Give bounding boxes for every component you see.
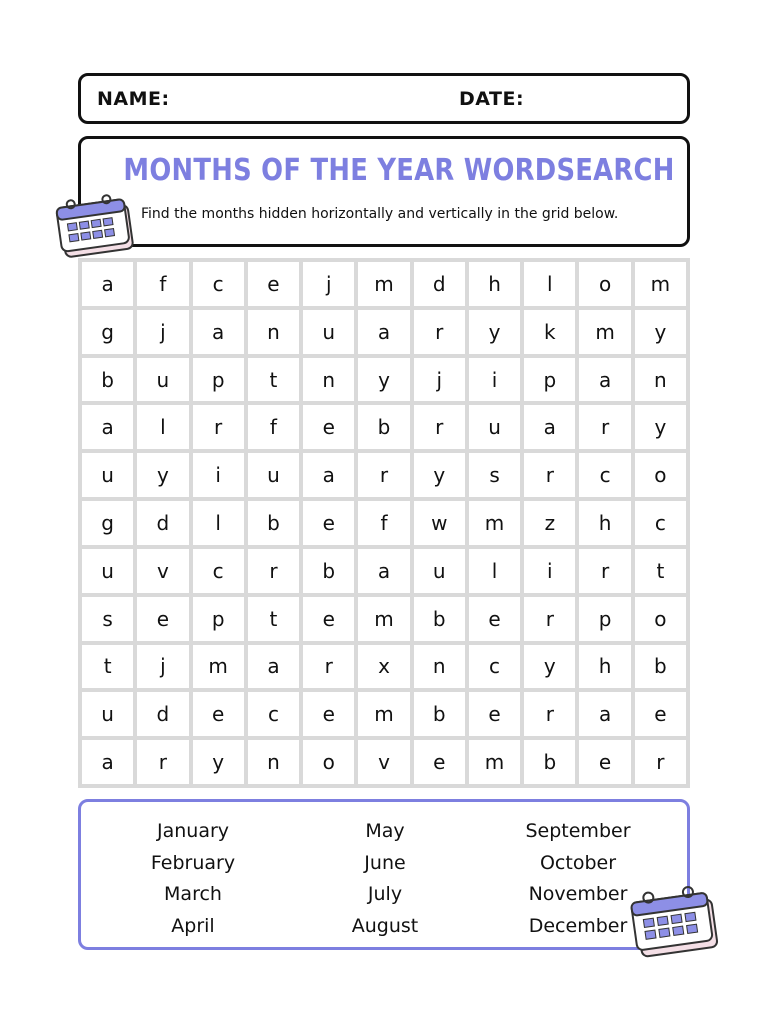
name-date-box	[78, 73, 690, 124]
grid-cell: m	[469, 740, 520, 784]
grid-cell: e	[303, 597, 354, 641]
grid-cell: e	[303, 405, 354, 449]
grid-cell: d	[414, 262, 465, 306]
word-item: September	[525, 820, 631, 842]
grid-cell: j	[414, 358, 465, 402]
grid-cell: r	[579, 405, 630, 449]
calendar-icon	[54, 193, 138, 259]
grid-cell: o	[635, 453, 686, 497]
grid-cell: r	[137, 740, 188, 784]
grid-cell: h	[579, 645, 630, 689]
grid-cell: o	[579, 262, 630, 306]
word-item: June	[364, 851, 406, 874]
grid-cell: m	[358, 597, 409, 641]
grid-cell: c	[193, 549, 244, 593]
word-item: February	[150, 851, 236, 874]
grid-cell: y	[635, 310, 686, 354]
grid-cell: b	[414, 597, 465, 641]
grid-cell: a	[303, 453, 354, 497]
grid-cell: e	[137, 597, 188, 641]
name-label: NAME:	[97, 88, 170, 110]
grid-cell: i	[193, 453, 244, 497]
grid-cell: r	[193, 405, 244, 449]
grid-cell: e	[414, 740, 465, 784]
grid-cell: z	[524, 501, 575, 545]
grid-cell: j	[303, 262, 354, 306]
grid-cell: u	[303, 310, 354, 354]
grid-cell: f	[248, 405, 299, 449]
word-list-column-2	[290, 816, 480, 942]
grid-cell: b	[414, 692, 465, 736]
wordsearch-grid	[78, 258, 690, 788]
grid-cell: u	[469, 405, 520, 449]
grid-cell: r	[358, 453, 409, 497]
grid-cell: b	[358, 405, 409, 449]
grid-cell: o	[303, 740, 354, 784]
word-item: October	[539, 851, 617, 874]
grid-cell: m	[193, 645, 244, 689]
grid-cell: n	[248, 310, 299, 354]
grid-cell: t	[635, 549, 686, 593]
grid-cell: i	[469, 358, 520, 402]
grid-cell: n	[303, 358, 354, 402]
grid-cell: y	[414, 453, 465, 497]
word-item: December	[528, 914, 628, 937]
grid-cell: f	[137, 262, 188, 306]
grid-cell: u	[82, 453, 133, 497]
grid-cell: c	[579, 453, 630, 497]
grid-cell: u	[414, 549, 465, 593]
page-title: MONTHS OF THE YEAR WORDSEARCH	[123, 153, 675, 188]
grid-cell: d	[137, 501, 188, 545]
grid-cell: s	[469, 453, 520, 497]
grid-cell: l	[137, 405, 188, 449]
grid-cell: b	[303, 549, 354, 593]
grid-cell: k	[524, 310, 575, 354]
grid-cell: s	[82, 597, 133, 641]
grid-cell: p	[193, 597, 244, 641]
grid-cell: n	[414, 645, 465, 689]
grid-cell: a	[579, 692, 630, 736]
word-item: November	[528, 883, 628, 905]
word-item: July	[367, 883, 403, 905]
grid-cell: a	[82, 740, 133, 784]
grid-cell: e	[579, 740, 630, 784]
grid-cell: e	[248, 262, 299, 306]
grid-cell: r	[248, 549, 299, 593]
grid-cell: y	[524, 645, 575, 689]
grid-cell: a	[358, 310, 409, 354]
grid-cell: m	[358, 262, 409, 306]
grid-cell: e	[193, 692, 244, 736]
grid-cell: l	[469, 549, 520, 593]
grid-cell: g	[82, 310, 133, 354]
grid-cell: a	[579, 358, 630, 402]
grid-cell: c	[635, 501, 686, 545]
grid-cell: y	[358, 358, 409, 402]
grid-cell: t	[248, 597, 299, 641]
grid-cell: l	[193, 501, 244, 545]
grid-cell: a	[193, 310, 244, 354]
grid-cell: m	[358, 692, 409, 736]
grid-cell: p	[524, 358, 575, 402]
grid-cell: e	[303, 501, 354, 545]
grid-cell: e	[469, 692, 520, 736]
grid-cell: r	[303, 645, 354, 689]
grid-cell: u	[248, 453, 299, 497]
grid-cell: c	[248, 692, 299, 736]
grid-cell: w	[414, 501, 465, 545]
grid-cell: a	[82, 405, 133, 449]
grid-cell: g	[82, 501, 133, 545]
grid-cell: t	[82, 645, 133, 689]
calendar-icon	[628, 884, 724, 960]
grid-cell: l	[524, 262, 575, 306]
grid-cell: r	[524, 692, 575, 736]
grid-cell: u	[82, 692, 133, 736]
date-label: DATE:	[459, 88, 525, 110]
grid-cell: e	[469, 597, 520, 641]
grid-cell: b	[635, 645, 686, 689]
grid-cell: y	[193, 740, 244, 784]
grid-cell: u	[137, 358, 188, 402]
grid-cell: y	[635, 405, 686, 449]
grid-cell: b	[248, 501, 299, 545]
word-item: January	[156, 820, 230, 842]
grid-cell: p	[579, 597, 630, 641]
grid-cell: u	[82, 549, 133, 593]
grid-cell: n	[248, 740, 299, 784]
grid-cell: h	[469, 262, 520, 306]
grid-cell: y	[137, 453, 188, 497]
grid-cell: t	[248, 358, 299, 402]
grid-cell: c	[193, 262, 244, 306]
grid-cell: a	[248, 645, 299, 689]
grid-cell: d	[137, 692, 188, 736]
grid-cell: a	[358, 549, 409, 593]
grid-cell: m	[469, 501, 520, 545]
grid-cell: a	[82, 262, 133, 306]
title-box	[78, 136, 690, 247]
grid-cell: n	[635, 358, 686, 402]
grid-cell: o	[635, 597, 686, 641]
grid-cell: p	[193, 358, 244, 402]
grid-cell: m	[635, 262, 686, 306]
word-item: April	[171, 914, 215, 937]
grid-cell: v	[358, 740, 409, 784]
word-item: March	[164, 883, 222, 905]
grid-cell: r	[579, 549, 630, 593]
grid-cell: r	[524, 453, 575, 497]
grid-cell: a	[524, 405, 575, 449]
grid-cell: r	[414, 310, 465, 354]
grid-cell: j	[137, 645, 188, 689]
grid-cell: c	[469, 645, 520, 689]
grid-cell: r	[524, 597, 575, 641]
grid-cell: m	[579, 310, 630, 354]
grid-cell: f	[358, 501, 409, 545]
grid-cell: h	[579, 501, 630, 545]
grid-cell: b	[524, 740, 575, 784]
grid-cell: j	[137, 310, 188, 354]
grid-cell: b	[82, 358, 133, 402]
grid-cell: v	[137, 549, 188, 593]
grid-cell: r	[414, 405, 465, 449]
instructions-text: Find the months hidden horizontally and vertically in the grid below.	[141, 206, 619, 222]
grid-cell: x	[358, 645, 409, 689]
grid-cell: i	[524, 549, 575, 593]
grid-cell: r	[635, 740, 686, 784]
grid-cell: e	[635, 692, 686, 736]
word-item: May	[365, 820, 405, 842]
word-list-column-1	[98, 816, 288, 942]
word-item: August	[351, 914, 419, 937]
grid-cell: y	[469, 310, 520, 354]
word-list-box	[78, 799, 690, 950]
grid-cell: e	[303, 692, 354, 736]
